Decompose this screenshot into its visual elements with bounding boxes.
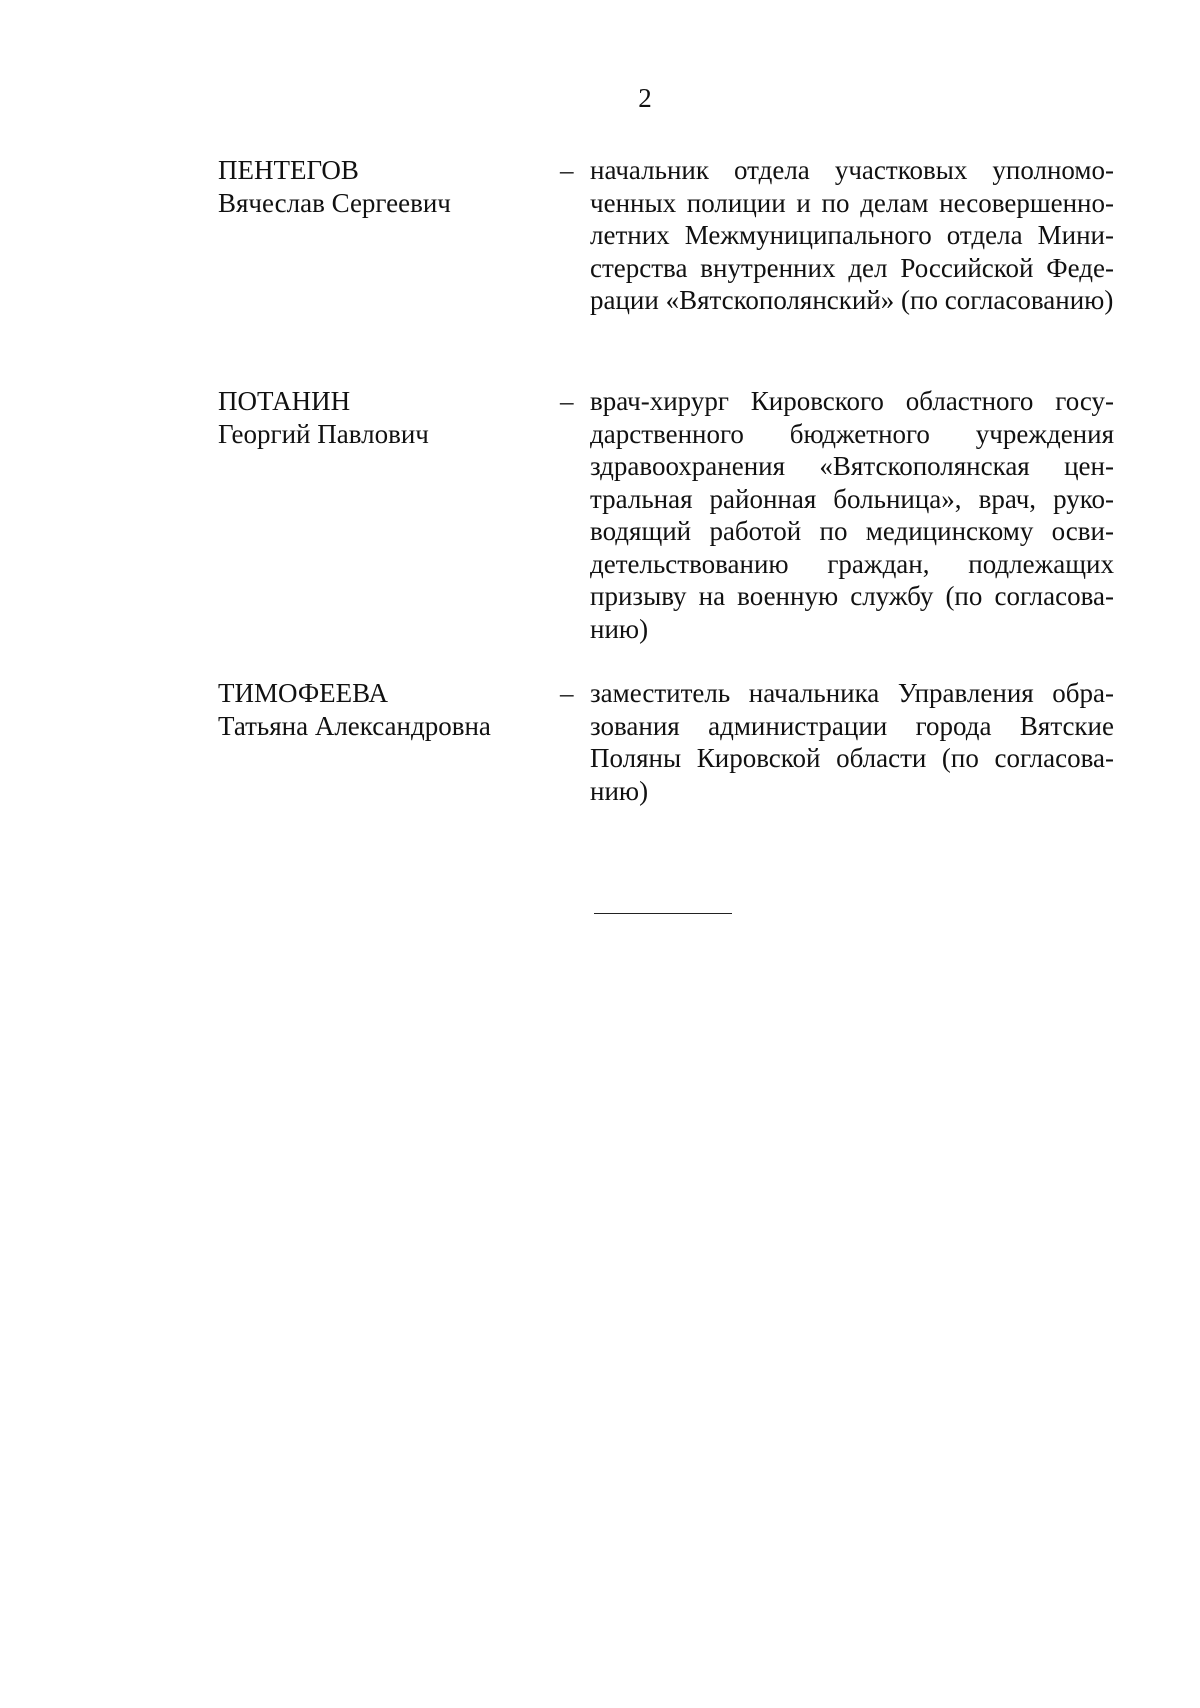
- member-given-names: Татьяна Александровна: [218, 710, 491, 741]
- member-position: начальник отдела участковых уполномоченных полиции и по делам несовершеннолетних Межмуниципального отдела Министерства внутренних дел Российской Федерации «Вятскополянский» (по согласованию): [590, 155, 1114, 315]
- member-position: врач-хирург Кировского областного государственного бюджетного учреждения здравоохранения «Вятскополянская центральная районная больница», врач, руководящий работой по медицинскому освидетельствованию граждан, подлежащих призыву на военную службу (по согласованию): [590, 386, 1114, 644]
- member-surname: ПОТАНИН: [218, 386, 351, 416]
- member-name: [218, 677, 558, 742]
- entry-dash: –: [560, 386, 574, 416]
- member-given-names: Вячеслав Сергеевич: [218, 187, 451, 218]
- page-number: 2: [638, 83, 652, 113]
- end-separator-line: [594, 913, 732, 914]
- member-position: заместитель начальника Управления образования администрации города Вятские Поляны Кировской области (по согласованию): [590, 678, 1114, 806]
- entry-dash: –: [560, 155, 574, 185]
- entry-dash: –: [560, 678, 574, 708]
- member-name: [218, 385, 558, 450]
- member-given-names: Георгий Павлович: [218, 418, 429, 449]
- member-surname: ТИМОФЕЕВА: [218, 678, 388, 708]
- member-surname: ПЕНТЕГОВ: [218, 155, 359, 185]
- member-name: [218, 154, 558, 219]
